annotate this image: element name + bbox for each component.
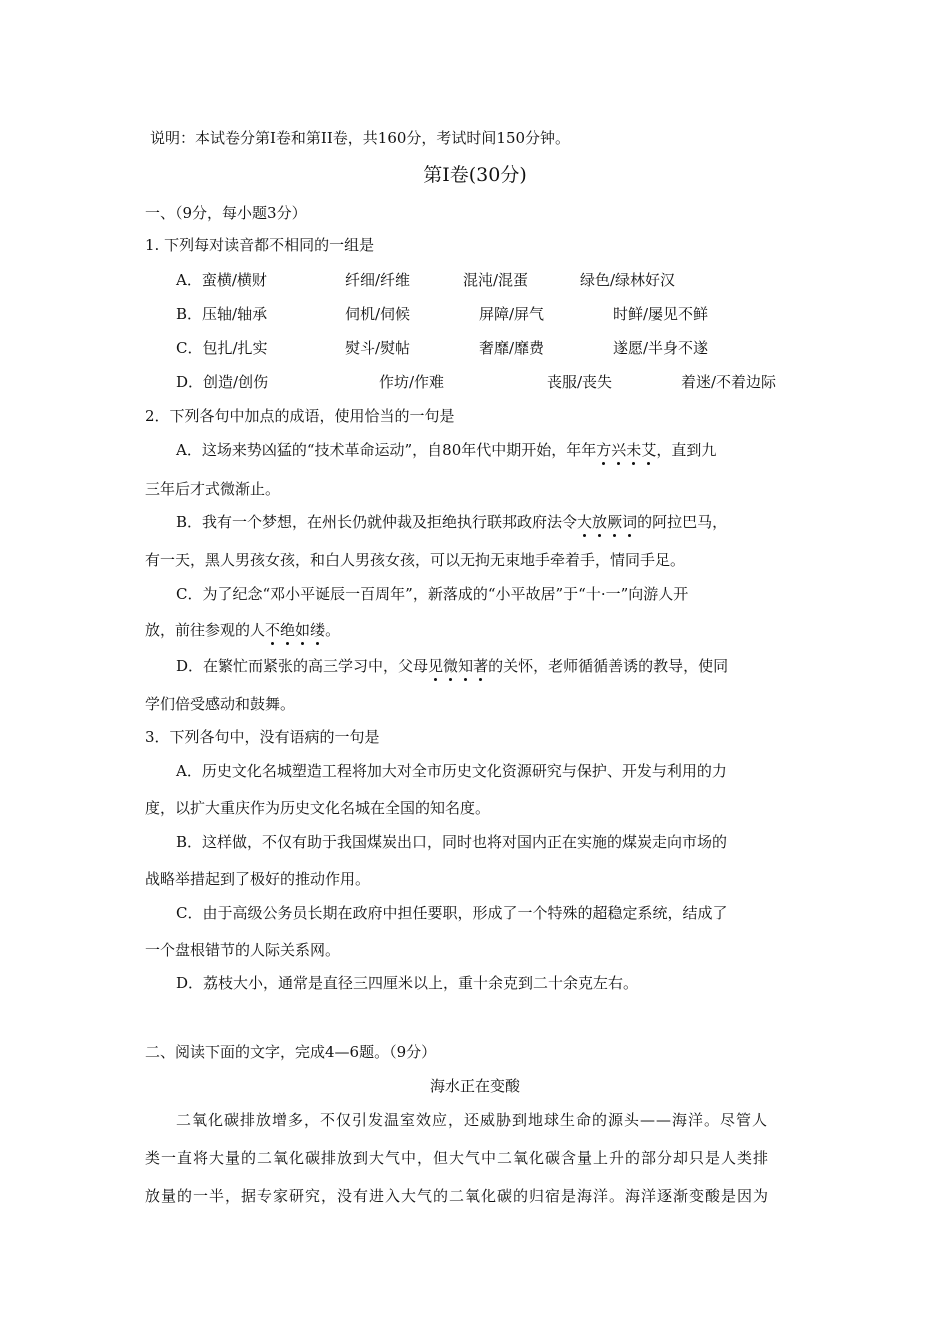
q2-option-d-line2: 学们倍受感动和鼓舞。	[145, 695, 296, 713]
q3-option-a-line1: A．历史文化名城塑造工程将加大对全市历史文化资源研究与保护、开发与利用的力	[176, 762, 727, 780]
article-title: 海水正在变酸	[429, 1077, 520, 1095]
article-paragraph-line3: 放量的一半，据专家研究，没有进入大气的二氧化碳的归宿是海洋。海洋逐渐变酸是因为	[145, 1187, 770, 1205]
q1-a-pair4: 绿色/绿林好汉	[580, 271, 676, 289]
q2-a-text-after: ，直到九	[656, 441, 717, 459]
section1-header: 一、（9分，每小题3分）	[145, 204, 307, 222]
q2-d-text-before: D．在繁忙而紧张的高三学习中，父母	[176, 657, 429, 675]
q2-a-dotted-char: 方	[596, 441, 612, 459]
q3-option-c-line1: C．由于高级公务员长期在政府中担任要职，形成了一个特殊的超稳定系统，结成了	[176, 904, 728, 922]
q2-c-text-before: 放，前往参观的人	[145, 621, 266, 639]
q1-c-pair3: 奢靡/靡费	[479, 339, 545, 357]
q2-b-text-before: B．我有一个梦想，在州长仍就仲裁及拒绝执行联邦政府法令	[176, 513, 578, 531]
q1-d-pair4: 着迷/不着边际	[681, 373, 777, 391]
q2-d-dotted-char: 见	[428, 657, 444, 675]
q2-a-dotted-char: 未	[626, 441, 642, 459]
q3-option-b-line2: 战略举措起到了极好的推动作用。	[145, 870, 371, 888]
q1-a-pair2: 纤细/纤维	[345, 271, 411, 289]
q2-b-text-after: 的阿拉巴马，	[637, 513, 728, 531]
q2-option-c-line1: C．为了纪念“邓小平诞辰一百周年”，新落成的“小平故居”于“十·一”向游人开	[176, 585, 689, 603]
q1-c-pair2: 熨斗/熨帖	[345, 339, 411, 357]
q1-d-pair3: 丧服/丧失	[547, 373, 613, 391]
q2-c-dotted-char: 不	[265, 621, 281, 639]
q2-c-text-after: 。	[325, 621, 341, 639]
exam-instructions: 说明：本试卷分第I卷和第II卷，共160分，考试时间150分钟。	[150, 129, 571, 147]
q3-option-d: D．荔枝大小，通常是直径三四厘米以上，重十余克到二十余克左右。	[176, 974, 639, 992]
article-paragraph-line2: 类一直将大量的二氧化碳排放到大气中，但大气中二氧化碳含量上升的部分却只是人类排	[145, 1149, 770, 1167]
q2-d-text-after: 的关怀，老师循循善诱的教导，使同	[488, 657, 729, 675]
q2-option-a-line2: 三年后才式微渐止。	[145, 480, 281, 498]
q2-a-dotted-char: 艾	[641, 441, 657, 459]
q1-b-pair2: 伺机/伺候	[345, 305, 411, 323]
q2-b-dotted-char: 词	[622, 513, 638, 531]
q2-d-dotted-char: 著	[473, 657, 489, 675]
q1-b-pair4: 时鲜/屡见不鲜	[613, 305, 709, 323]
q2-a-dotted-char: 兴	[611, 441, 627, 459]
q1-b-label: B．压轴/轴承	[176, 305, 268, 323]
q3-stem: 3．下列各句中，没有语病的一句是	[145, 728, 380, 746]
q3-option-a-line2: 度，以扩大重庆作为历史文化名城在全国的知名度。	[145, 799, 491, 817]
q2-d-dotted-char: 知	[458, 657, 474, 675]
section2-header: 二、阅读下面的文字，完成4—6题。（9分）	[145, 1043, 437, 1061]
q2-option-d-line1	[176, 656, 728, 676]
q1-b-pair3: 屏障/屏气	[479, 305, 545, 323]
q2-stem: 2．下列各句中加点的成语，使用恰当的一句是	[145, 407, 455, 425]
q3-option-c-line2: 一个盘根错节的人际关系网。	[145, 941, 341, 959]
q2-b-dotted-char: 大	[577, 513, 593, 531]
q3-option-b-line1: B．这样做，不仅有助于我国煤炭出口，同时也将对国内正在实施的煤炭走向市场的	[176, 833, 728, 851]
q1-d-label: D．创造/创伤	[176, 373, 269, 391]
q2-option-b-line1	[176, 512, 727, 532]
q1-a-pair3: 混沌/混蛋	[463, 271, 529, 289]
q1-stem: 1. 下列每对读音都不相同的一组是	[145, 236, 375, 254]
q2-b-dotted-char: 放	[592, 513, 608, 531]
q2-option-a-line1	[176, 440, 716, 460]
q2-b-dotted-char: 厥	[607, 513, 623, 531]
q2-option-b-line2: 有一天，黑人男孩女孩，和白人男孩女孩，可以无拘无束地手牵着手，情同手足。	[145, 551, 686, 569]
q1-c-label: C．包扎/扎实	[176, 339, 268, 357]
q2-c-dotted-char: 缕	[310, 621, 326, 639]
q1-d-pair2: 作坊/作难	[379, 373, 445, 391]
q1-c-pair4: 遂愿/半身不遂	[613, 339, 709, 357]
q2-d-dotted-char: 微	[443, 657, 459, 675]
q2-option-c-line2	[145, 620, 340, 640]
q2-a-text-before: A．这场来势凶猛的“技术革命运动”，自80年代中期开始，年年	[176, 441, 597, 459]
part1-title: 第Ⅰ卷(30分)	[423, 164, 527, 186]
q2-c-dotted-char: 绝	[280, 621, 296, 639]
article-paragraph-line1: 二氧化碳排放增多，不仅引发温室效应，还威胁到地球生命的源头——海洋。尽管人	[176, 1111, 769, 1129]
q1-a-label: A．蛮横/横财	[176, 271, 267, 289]
q2-c-dotted-char: 如	[295, 621, 311, 639]
